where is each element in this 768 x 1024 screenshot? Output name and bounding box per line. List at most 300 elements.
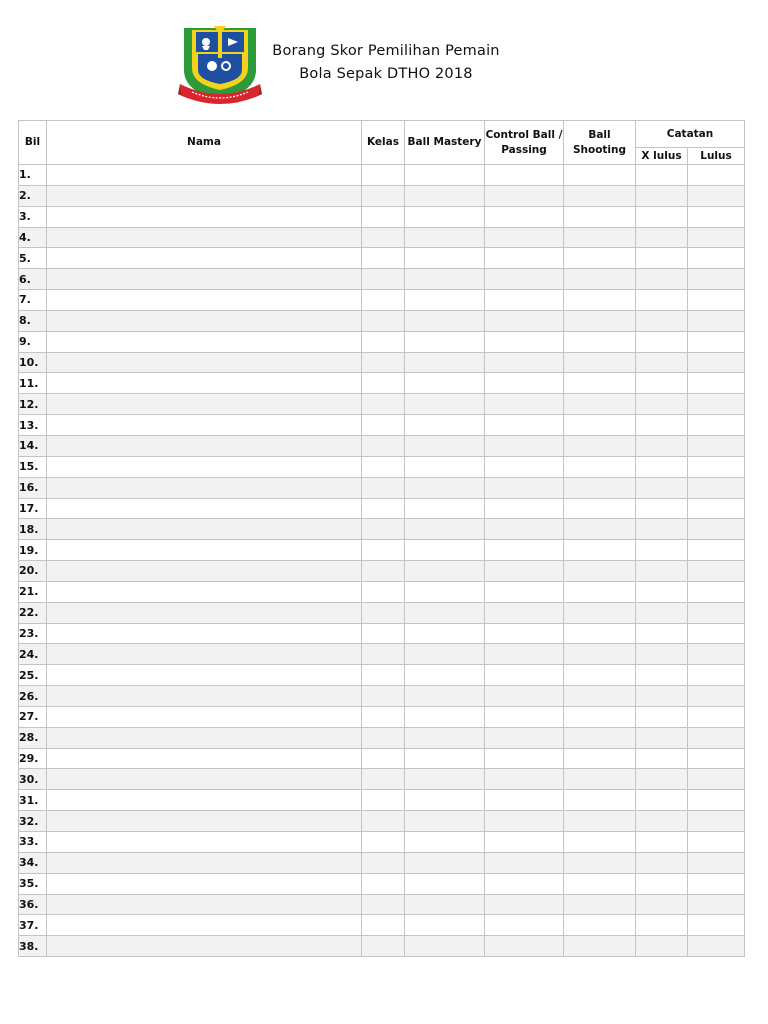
kelas-cell[interactable] [362,373,405,394]
nama-cell[interactable] [47,727,362,748]
x-lulus-cell[interactable] [636,915,688,936]
ball-shooting-cell[interactable] [564,873,636,894]
ball-shooting-cell[interactable] [564,248,636,269]
lulus-cell[interactable] [688,290,745,311]
lulus-cell[interactable] [688,394,745,415]
x-lulus-cell[interactable] [636,519,688,540]
header-control-ball-passing: Control Ball / Passing [485,121,564,165]
x-lulus-cell[interactable] [636,811,688,832]
ball-shooting-cell[interactable] [564,686,636,707]
x-lulus-cell[interactable] [636,373,688,394]
table-row [19,331,745,352]
nama-cell[interactable] [47,519,362,540]
nama-cell[interactable] [47,852,362,873]
control-ball-cell[interactable] [485,894,564,915]
x-lulus-cell[interactable] [636,936,688,957]
nama-cell[interactable] [47,269,362,290]
ball-shooting-cell[interactable] [564,706,636,727]
table-row [19,581,745,602]
kelas-cell[interactable] [362,832,405,853]
kelas-cell[interactable] [362,206,405,227]
kelas-cell[interactable] [362,185,405,206]
control-ball-cell[interactable] [485,790,564,811]
control-ball-cell[interactable] [485,331,564,352]
ball-shooting-cell[interactable] [564,435,636,456]
ball-shooting-cell[interactable] [564,665,636,686]
ball-mastery-cell[interactable] [405,644,485,665]
kelas-cell[interactable] [362,165,405,186]
form-title [268,40,504,86]
nama-cell[interactable] [47,540,362,561]
ball-mastery-cell[interactable] [405,873,485,894]
nama-cell[interactable] [47,435,362,456]
nama-cell[interactable] [47,936,362,957]
ball-shooting-cell[interactable] [564,602,636,623]
kelas-cell[interactable] [362,581,405,602]
bil-cell: 31. [19,790,47,811]
control-ball-cell[interactable] [485,623,564,644]
kelas-cell[interactable] [362,623,405,644]
bil-cell: 18. [19,519,47,540]
lulus-cell[interactable] [688,748,745,769]
nama-cell[interactable] [47,748,362,769]
ball-shooting-cell[interactable] [564,644,636,665]
header-bil: Bil [19,121,47,165]
x-lulus-cell[interactable] [636,706,688,727]
x-lulus-cell[interactable] [636,561,688,582]
lulus-cell[interactable] [688,832,745,853]
ball-mastery-cell[interactable] [405,477,485,498]
table-row [19,435,745,456]
kelas-cell[interactable] [362,790,405,811]
ball-shooting-cell[interactable] [564,894,636,915]
header-ball-shooting: Ball Shooting [564,121,636,165]
ball-shooting-cell[interactable] [564,832,636,853]
kelas-cell[interactable] [362,540,405,561]
x-lulus-cell[interactable] [636,456,688,477]
nama-cell[interactable] [47,686,362,707]
table-row [19,227,745,248]
table-row [19,248,745,269]
kelas-cell[interactable] [362,602,405,623]
nama-cell[interactable] [47,227,362,248]
lulus-cell[interactable] [688,811,745,832]
bil-cell: 20. [19,561,47,582]
kelas-cell[interactable] [362,727,405,748]
control-ball-cell[interactable] [485,769,564,790]
x-lulus-cell[interactable] [636,415,688,436]
x-lulus-cell[interactable] [636,435,688,456]
nama-cell[interactable] [47,310,362,331]
control-ball-cell[interactable] [485,165,564,186]
control-ball-cell[interactable] [485,352,564,373]
control-ball-cell[interactable] [485,602,564,623]
table-row [19,727,745,748]
ball-mastery-cell[interactable] [405,727,485,748]
lulus-cell[interactable] [688,686,745,707]
nama-cell[interactable] [47,373,362,394]
nama-cell[interactable] [47,790,362,811]
bil-cell: 10. [19,352,47,373]
x-lulus-cell[interactable] [636,769,688,790]
kelas-cell[interactable] [362,519,405,540]
kelas-cell[interactable] [362,477,405,498]
lulus-cell[interactable] [688,706,745,727]
lulus-cell[interactable] [688,852,745,873]
table-row [19,748,745,769]
control-ball-cell[interactable] [485,665,564,686]
ball-mastery-cell[interactable] [405,435,485,456]
ball-shooting-cell[interactable] [564,811,636,832]
control-ball-cell[interactable] [485,727,564,748]
lulus-cell[interactable] [688,519,745,540]
lulus-cell[interactable] [688,331,745,352]
kelas-cell[interactable] [362,852,405,873]
bil-cell: 15. [19,456,47,477]
nama-cell[interactable] [47,498,362,519]
nama-cell[interactable] [47,769,362,790]
kelas-cell[interactable] [362,894,405,915]
nama-cell[interactable] [47,811,362,832]
lulus-cell[interactable] [688,665,745,686]
control-ball-cell[interactable] [485,936,564,957]
nama-cell[interactable] [47,415,362,436]
x-lulus-cell[interactable] [636,686,688,707]
ball-shooting-cell[interactable] [564,394,636,415]
nama-cell[interactable] [47,290,362,311]
x-lulus-cell[interactable] [636,727,688,748]
x-lulus-cell[interactable] [636,331,688,352]
control-ball-cell[interactable] [485,581,564,602]
ball-mastery-cell[interactable] [405,498,485,519]
ball-mastery-cell[interactable] [405,581,485,602]
control-ball-cell[interactable] [485,915,564,936]
kelas-cell[interactable] [362,811,405,832]
ball-shooting-cell[interactable] [564,331,636,352]
control-ball-cell[interactable] [485,873,564,894]
ball-mastery-cell[interactable] [405,206,485,227]
header-x-lulus: X lulus [636,148,688,165]
ball-mastery-cell[interactable] [405,561,485,582]
nama-cell[interactable] [47,665,362,686]
kelas-cell[interactable] [362,248,405,269]
nama-cell[interactable] [47,185,362,206]
control-ball-cell[interactable] [485,811,564,832]
lulus-cell[interactable] [688,540,745,561]
lulus-cell[interactable] [688,456,745,477]
table-row [19,540,745,561]
ball-mastery-cell[interactable] [405,248,485,269]
lulus-cell[interactable] [688,602,745,623]
control-ball-cell[interactable] [485,477,564,498]
ball-shooting-cell[interactable] [564,540,636,561]
x-lulus-cell[interactable] [636,248,688,269]
nama-cell[interactable] [47,873,362,894]
kelas-cell[interactable] [362,269,405,290]
ball-shooting-cell[interactable] [564,748,636,769]
table-row [19,477,745,498]
ball-mastery-cell[interactable] [405,915,485,936]
ball-mastery-cell[interactable] [405,165,485,186]
x-lulus-cell[interactable] [636,477,688,498]
x-lulus-cell[interactable] [636,352,688,373]
lulus-cell[interactable] [688,310,745,331]
ball-mastery-cell[interactable] [405,456,485,477]
table-row [19,456,745,477]
lulus-cell[interactable] [688,727,745,748]
ball-shooting-cell[interactable] [564,769,636,790]
nama-cell[interactable] [47,477,362,498]
x-lulus-cell[interactable] [636,540,688,561]
ball-shooting-cell[interactable] [564,936,636,957]
nama-cell[interactable] [47,206,362,227]
kelas-cell[interactable] [362,394,405,415]
kelas-cell[interactable] [362,435,405,456]
lulus-cell[interactable] [688,873,745,894]
x-lulus-cell[interactable] [636,790,688,811]
control-ball-cell[interactable] [485,686,564,707]
table-row [19,561,745,582]
ball-shooting-cell[interactable] [564,852,636,873]
nama-cell[interactable] [47,602,362,623]
ball-mastery-cell[interactable] [405,936,485,957]
kelas-cell[interactable] [362,290,405,311]
control-ball-cell[interactable] [485,206,564,227]
kelas-cell[interactable] [362,915,405,936]
ball-mastery-cell[interactable] [405,227,485,248]
nama-cell[interactable] [47,352,362,373]
ball-mastery-cell[interactable] [405,811,485,832]
control-ball-cell[interactable] [485,832,564,853]
x-lulus-cell[interactable] [636,873,688,894]
nama-cell[interactable] [47,331,362,352]
x-lulus-cell[interactable] [636,832,688,853]
ball-shooting-cell[interactable] [564,915,636,936]
control-ball-cell[interactable] [485,498,564,519]
control-ball-cell[interactable] [485,310,564,331]
lulus-cell[interactable] [688,477,745,498]
nama-cell[interactable] [47,623,362,644]
control-ball-cell[interactable] [485,435,564,456]
lulus-cell[interactable] [688,915,745,936]
header-ball-mastery: Ball Mastery [405,121,485,165]
x-lulus-cell[interactable] [636,269,688,290]
x-lulus-cell[interactable] [636,227,688,248]
lulus-cell[interactable] [688,248,745,269]
x-lulus-cell[interactable] [636,185,688,206]
kelas-cell[interactable] [362,415,405,436]
ball-mastery-cell[interactable] [405,519,485,540]
ball-shooting-cell[interactable] [564,498,636,519]
nama-cell[interactable] [47,561,362,582]
ball-mastery-cell[interactable] [405,602,485,623]
kelas-cell[interactable] [362,561,405,582]
kelas-cell[interactable] [362,748,405,769]
control-ball-cell[interactable] [485,269,564,290]
lulus-cell[interactable] [688,435,745,456]
x-lulus-cell[interactable] [636,165,688,186]
ball-mastery-cell[interactable] [405,790,485,811]
kelas-cell[interactable] [362,644,405,665]
lulus-cell[interactable] [688,561,745,582]
nama-cell[interactable] [47,394,362,415]
lulus-cell[interactable] [688,936,745,957]
ball-mastery-cell[interactable] [405,665,485,686]
ball-mastery-cell[interactable] [405,852,485,873]
ball-mastery-cell[interactable] [405,394,485,415]
ball-mastery-cell[interactable] [405,769,485,790]
bil-cell: 2. [19,185,47,206]
header-nama: Nama [47,121,362,165]
ball-mastery-cell[interactable] [405,832,485,853]
ball-mastery-cell[interactable] [405,373,485,394]
control-ball-cell[interactable] [485,852,564,873]
ball-shooting-cell[interactable] [564,790,636,811]
kelas-cell[interactable] [362,227,405,248]
x-lulus-cell[interactable] [636,394,688,415]
lulus-cell[interactable] [688,415,745,436]
control-ball-cell[interactable] [485,456,564,477]
ball-shooting-cell[interactable] [564,290,636,311]
kelas-cell[interactable] [362,706,405,727]
ball-mastery-cell[interactable] [405,706,485,727]
ball-shooting-cell[interactable] [564,581,636,602]
lulus-cell[interactable] [688,269,745,290]
x-lulus-cell[interactable] [636,748,688,769]
x-lulus-cell[interactable] [636,206,688,227]
ball-mastery-cell[interactable] [405,269,485,290]
lulus-cell[interactable] [688,185,745,206]
nama-cell[interactable] [47,915,362,936]
ball-mastery-cell[interactable] [405,686,485,707]
ball-mastery-cell[interactable] [405,185,485,206]
kelas-cell[interactable] [362,873,405,894]
x-lulus-cell[interactable] [636,290,688,311]
ball-shooting-cell[interactable] [564,373,636,394]
table-row [19,269,745,290]
x-lulus-cell[interactable] [636,498,688,519]
kelas-cell[interactable] [362,331,405,352]
lulus-cell[interactable] [688,498,745,519]
nama-cell[interactable] [47,248,362,269]
kelas-cell[interactable] [362,665,405,686]
x-lulus-cell[interactable] [636,665,688,686]
nama-cell[interactable] [47,894,362,915]
ball-shooting-cell[interactable] [564,519,636,540]
bil-cell: 29. [19,748,47,769]
lulus-cell[interactable] [688,352,745,373]
lulus-cell[interactable] [688,581,745,602]
ball-shooting-cell[interactable] [564,206,636,227]
ball-shooting-cell[interactable] [564,269,636,290]
table-row [19,373,745,394]
kelas-cell[interactable] [362,936,405,957]
lulus-cell[interactable] [688,227,745,248]
control-ball-cell[interactable] [485,561,564,582]
ball-shooting-cell[interactable] [564,185,636,206]
control-ball-cell[interactable] [485,290,564,311]
ball-mastery-cell[interactable] [405,894,485,915]
ball-mastery-cell[interactable] [405,415,485,436]
control-ball-cell[interactable] [485,519,564,540]
control-ball-cell[interactable] [485,394,564,415]
nama-cell[interactable] [47,832,362,853]
control-ball-cell[interactable] [485,748,564,769]
table-row [19,165,745,186]
control-ball-cell[interactable] [485,185,564,206]
kelas-cell[interactable] [362,352,405,373]
control-ball-cell[interactable] [485,706,564,727]
ball-shooting-cell[interactable] [564,561,636,582]
control-ball-cell[interactable] [485,644,564,665]
ball-mastery-cell[interactable] [405,540,485,561]
ball-shooting-cell[interactable] [564,456,636,477]
bil-cell: 17. [19,498,47,519]
kelas-cell[interactable] [362,498,405,519]
control-ball-cell[interactable] [485,415,564,436]
ball-shooting-cell[interactable] [564,310,636,331]
ball-shooting-cell[interactable] [564,227,636,248]
lulus-cell[interactable] [688,894,745,915]
bil-cell: 34. [19,852,47,873]
x-lulus-cell[interactable] [636,623,688,644]
nama-cell[interactable] [47,644,362,665]
ball-mastery-cell[interactable] [405,331,485,352]
bil-cell: 24. [19,644,47,665]
ball-mastery-cell[interactable] [405,352,485,373]
x-lulus-cell[interactable] [636,581,688,602]
ball-shooting-cell[interactable] [564,623,636,644]
bil-cell: 5. [19,248,47,269]
ball-mastery-cell[interactable] [405,748,485,769]
x-lulus-cell[interactable] [636,602,688,623]
control-ball-cell[interactable] [485,248,564,269]
lulus-cell[interactable] [688,206,745,227]
lulus-cell[interactable] [688,790,745,811]
x-lulus-cell[interactable] [636,894,688,915]
control-ball-cell[interactable] [485,373,564,394]
x-lulus-cell[interactable] [636,644,688,665]
ball-shooting-cell[interactable] [564,477,636,498]
ball-mastery-cell[interactable] [405,310,485,331]
control-ball-cell[interactable] [485,227,564,248]
kelas-cell[interactable] [362,310,405,331]
ball-mastery-cell[interactable] [405,290,485,311]
lulus-cell[interactable] [688,165,745,186]
ball-shooting-cell[interactable] [564,415,636,436]
ball-shooting-cell[interactable] [564,352,636,373]
kelas-cell[interactable] [362,456,405,477]
nama-cell[interactable] [47,165,362,186]
control-ball-cell[interactable] [485,540,564,561]
lulus-cell[interactable] [688,623,745,644]
kelas-cell[interactable] [362,769,405,790]
ball-shooting-cell[interactable] [564,727,636,748]
nama-cell[interactable] [47,706,362,727]
ball-mastery-cell[interactable] [405,623,485,644]
lulus-cell[interactable] [688,373,745,394]
ball-shooting-cell[interactable] [564,165,636,186]
x-lulus-cell[interactable] [636,852,688,873]
kelas-cell[interactable] [362,686,405,707]
table-row [19,769,745,790]
nama-cell[interactable] [47,456,362,477]
nama-cell[interactable] [47,581,362,602]
lulus-cell[interactable] [688,769,745,790]
x-lulus-cell[interactable] [636,310,688,331]
bil-cell: 26. [19,686,47,707]
lulus-cell[interactable] [688,644,745,665]
